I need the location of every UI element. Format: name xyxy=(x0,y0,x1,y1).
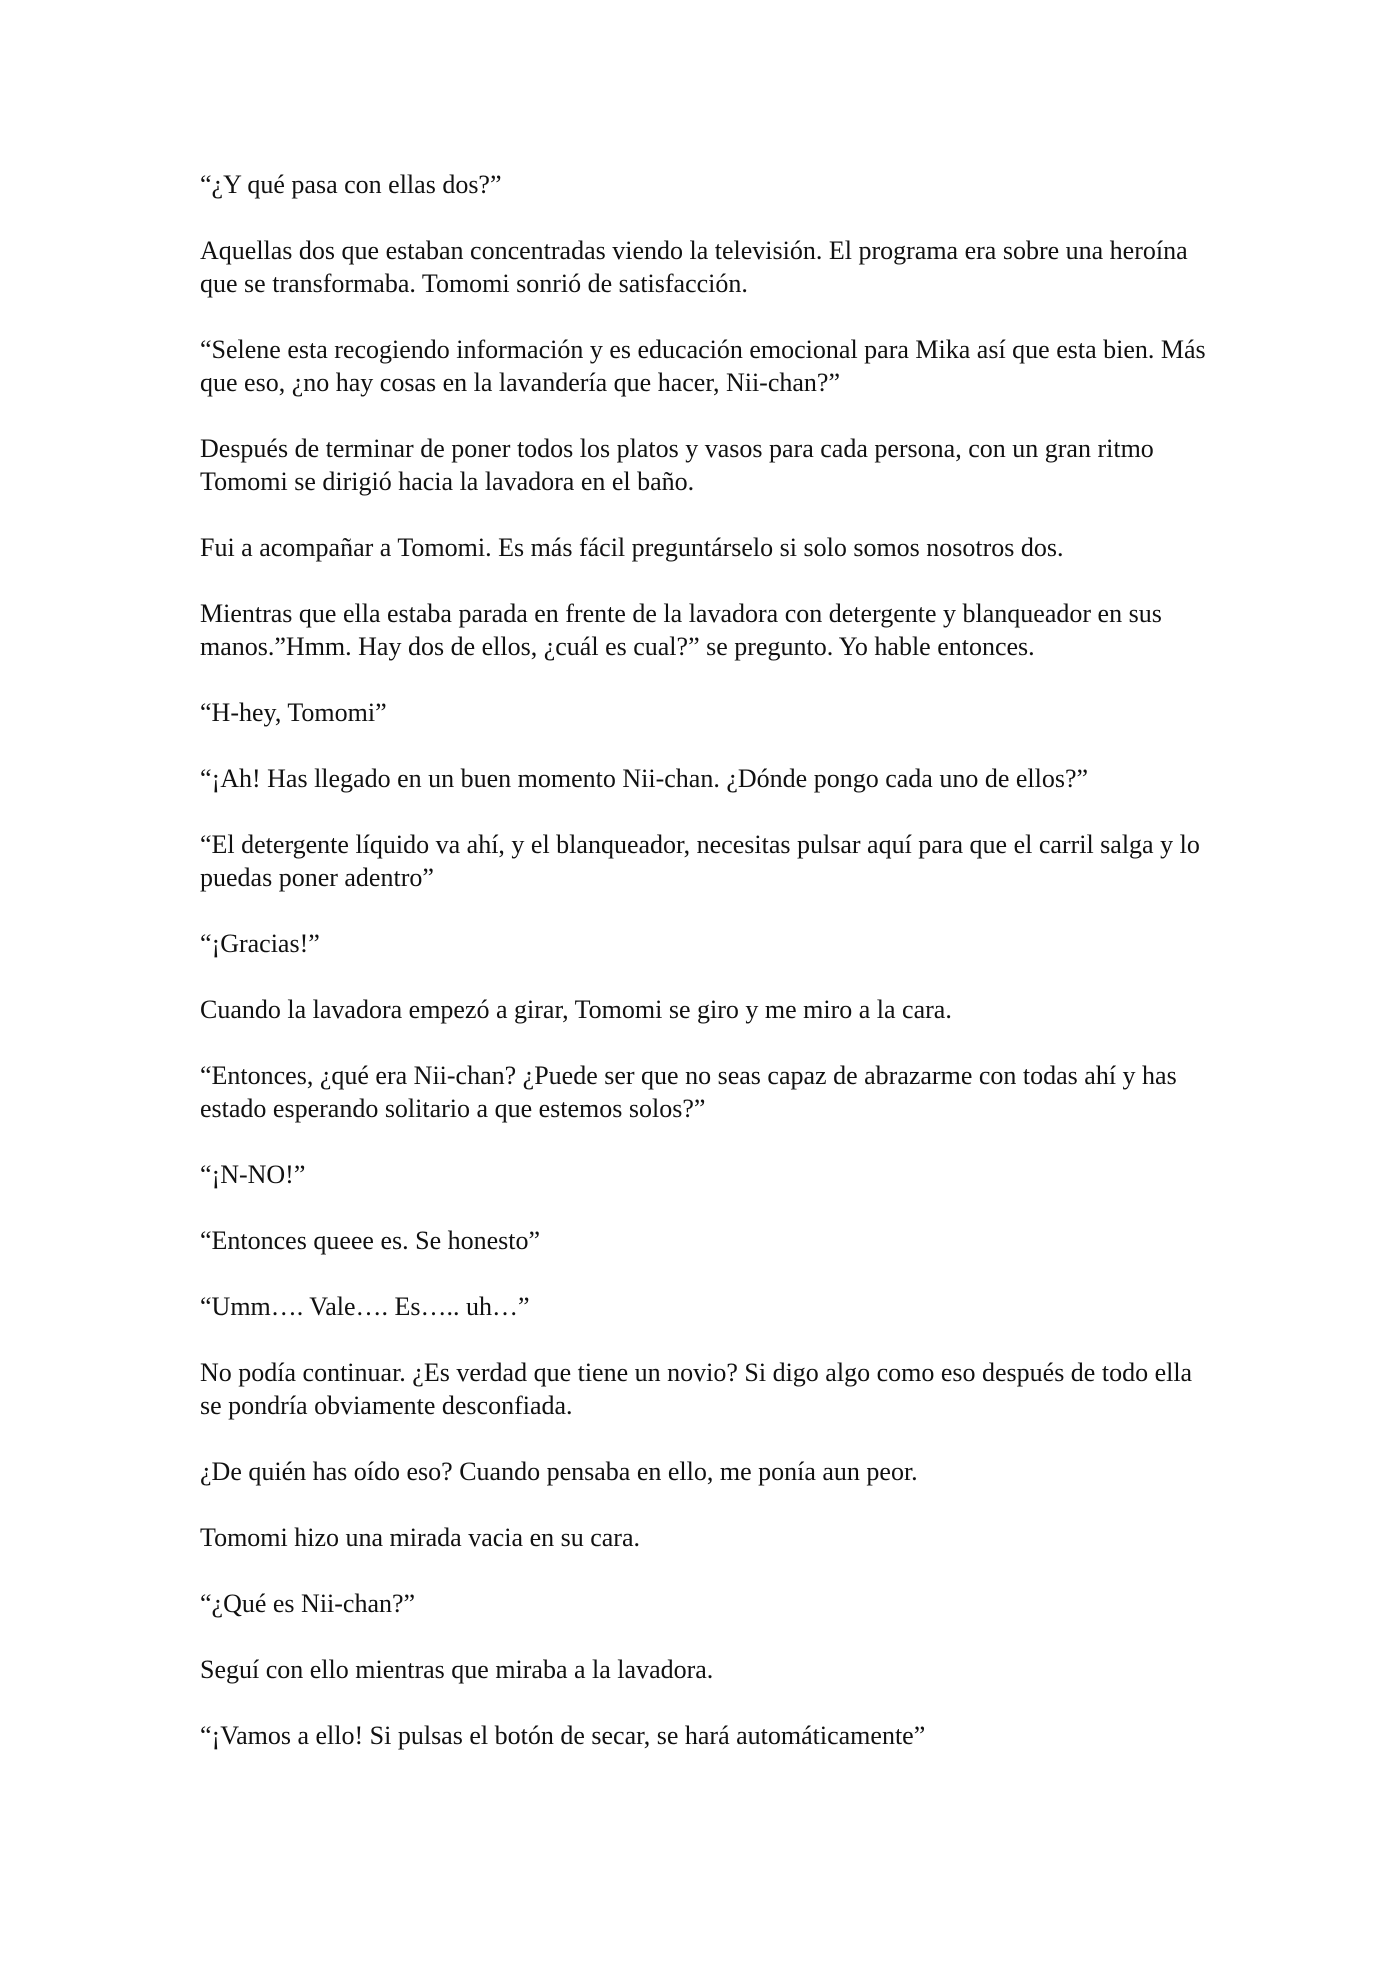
paragraph: “¿Qué es Nii-chan?” xyxy=(200,1589,416,1618)
paragraph: “Umm…. Vale…. Es….. uh…” xyxy=(200,1292,530,1321)
paragraph: “Entonces queee es. Se honesto” xyxy=(200,1226,541,1255)
paragraph: “Entonces, ¿qué era Nii-chan? ¿Puede ser que no seas capaz de abrazarme con todas ahí y has estado esperando solitario a que estemos solos?” xyxy=(200,1061,1177,1123)
paragraph: Tomomi hizo una mirada vacia en su cara. xyxy=(200,1523,641,1552)
paragraph: ¿De quién has oído eso? Cuando pensaba en ello, me ponía aun peor. xyxy=(200,1457,918,1486)
paragraph: Aquellas dos que estaban concentradas viendo la televisión. El programa era sobre una heroína que se transformaba. Tomomi sonrió de satisfacción. xyxy=(200,236,1188,298)
paragraph: “¡N-NO!” xyxy=(200,1160,306,1189)
document-body xyxy=(200,168,1210,1785)
paragraph: Fui a acompañar a Tomomi. Es más fácil preguntárselo si solo somos nosotros dos. xyxy=(200,533,1064,562)
paragraph: “¡Gracias!” xyxy=(200,929,320,958)
paragraph: “¿Y qué pasa con ellas dos?” xyxy=(200,170,502,199)
paragraph: Seguí con ello mientras que miraba a la lavadora. xyxy=(200,1655,714,1684)
paragraph: “Selene esta recogiendo información y es educación emocional para Mika así que esta bien. Más que eso, ¿no hay cosas en la lavandería que hacer, Nii-chan?” xyxy=(200,335,1206,397)
paragraph: Después de terminar de poner todos los platos y vasos para cada persona, con un gran ritmo Tomomi se dirigió hacia la lavadora en el baño. xyxy=(200,434,1154,496)
paragraph: “¡Vamos a ello! Si pulsas el botón de secar, se hará automáticamente” xyxy=(200,1721,926,1750)
paragraph: “H-hey, Tomomi” xyxy=(200,698,387,727)
paragraph: Mientras que ella estaba parada en frente de la lavadora con detergente y blanqueador en sus manos.”Hmm. Hay dos de ellos, ¿cuál es cual?” se pregunto. Yo hable entonces. xyxy=(200,599,1162,661)
paragraph: “El detergente líquido va ahí, y el blanqueador, necesitas pulsar aquí para que el carril salga y lo puedas poner adentro” xyxy=(200,830,1200,892)
paragraph: Cuando la lavadora empezó a girar, Tomomi se giro y me miro a la cara. xyxy=(200,995,952,1024)
paragraph: “¡Ah! Has llegado en un buen momento Nii-chan. ¿Dónde pongo cada uno de ellos?” xyxy=(200,764,1089,793)
paragraph: No podía continuar. ¿Es verdad que tiene un novio? Si digo algo como eso después de todo ella se pondría obviamente desconfiada. xyxy=(200,1358,1193,1420)
